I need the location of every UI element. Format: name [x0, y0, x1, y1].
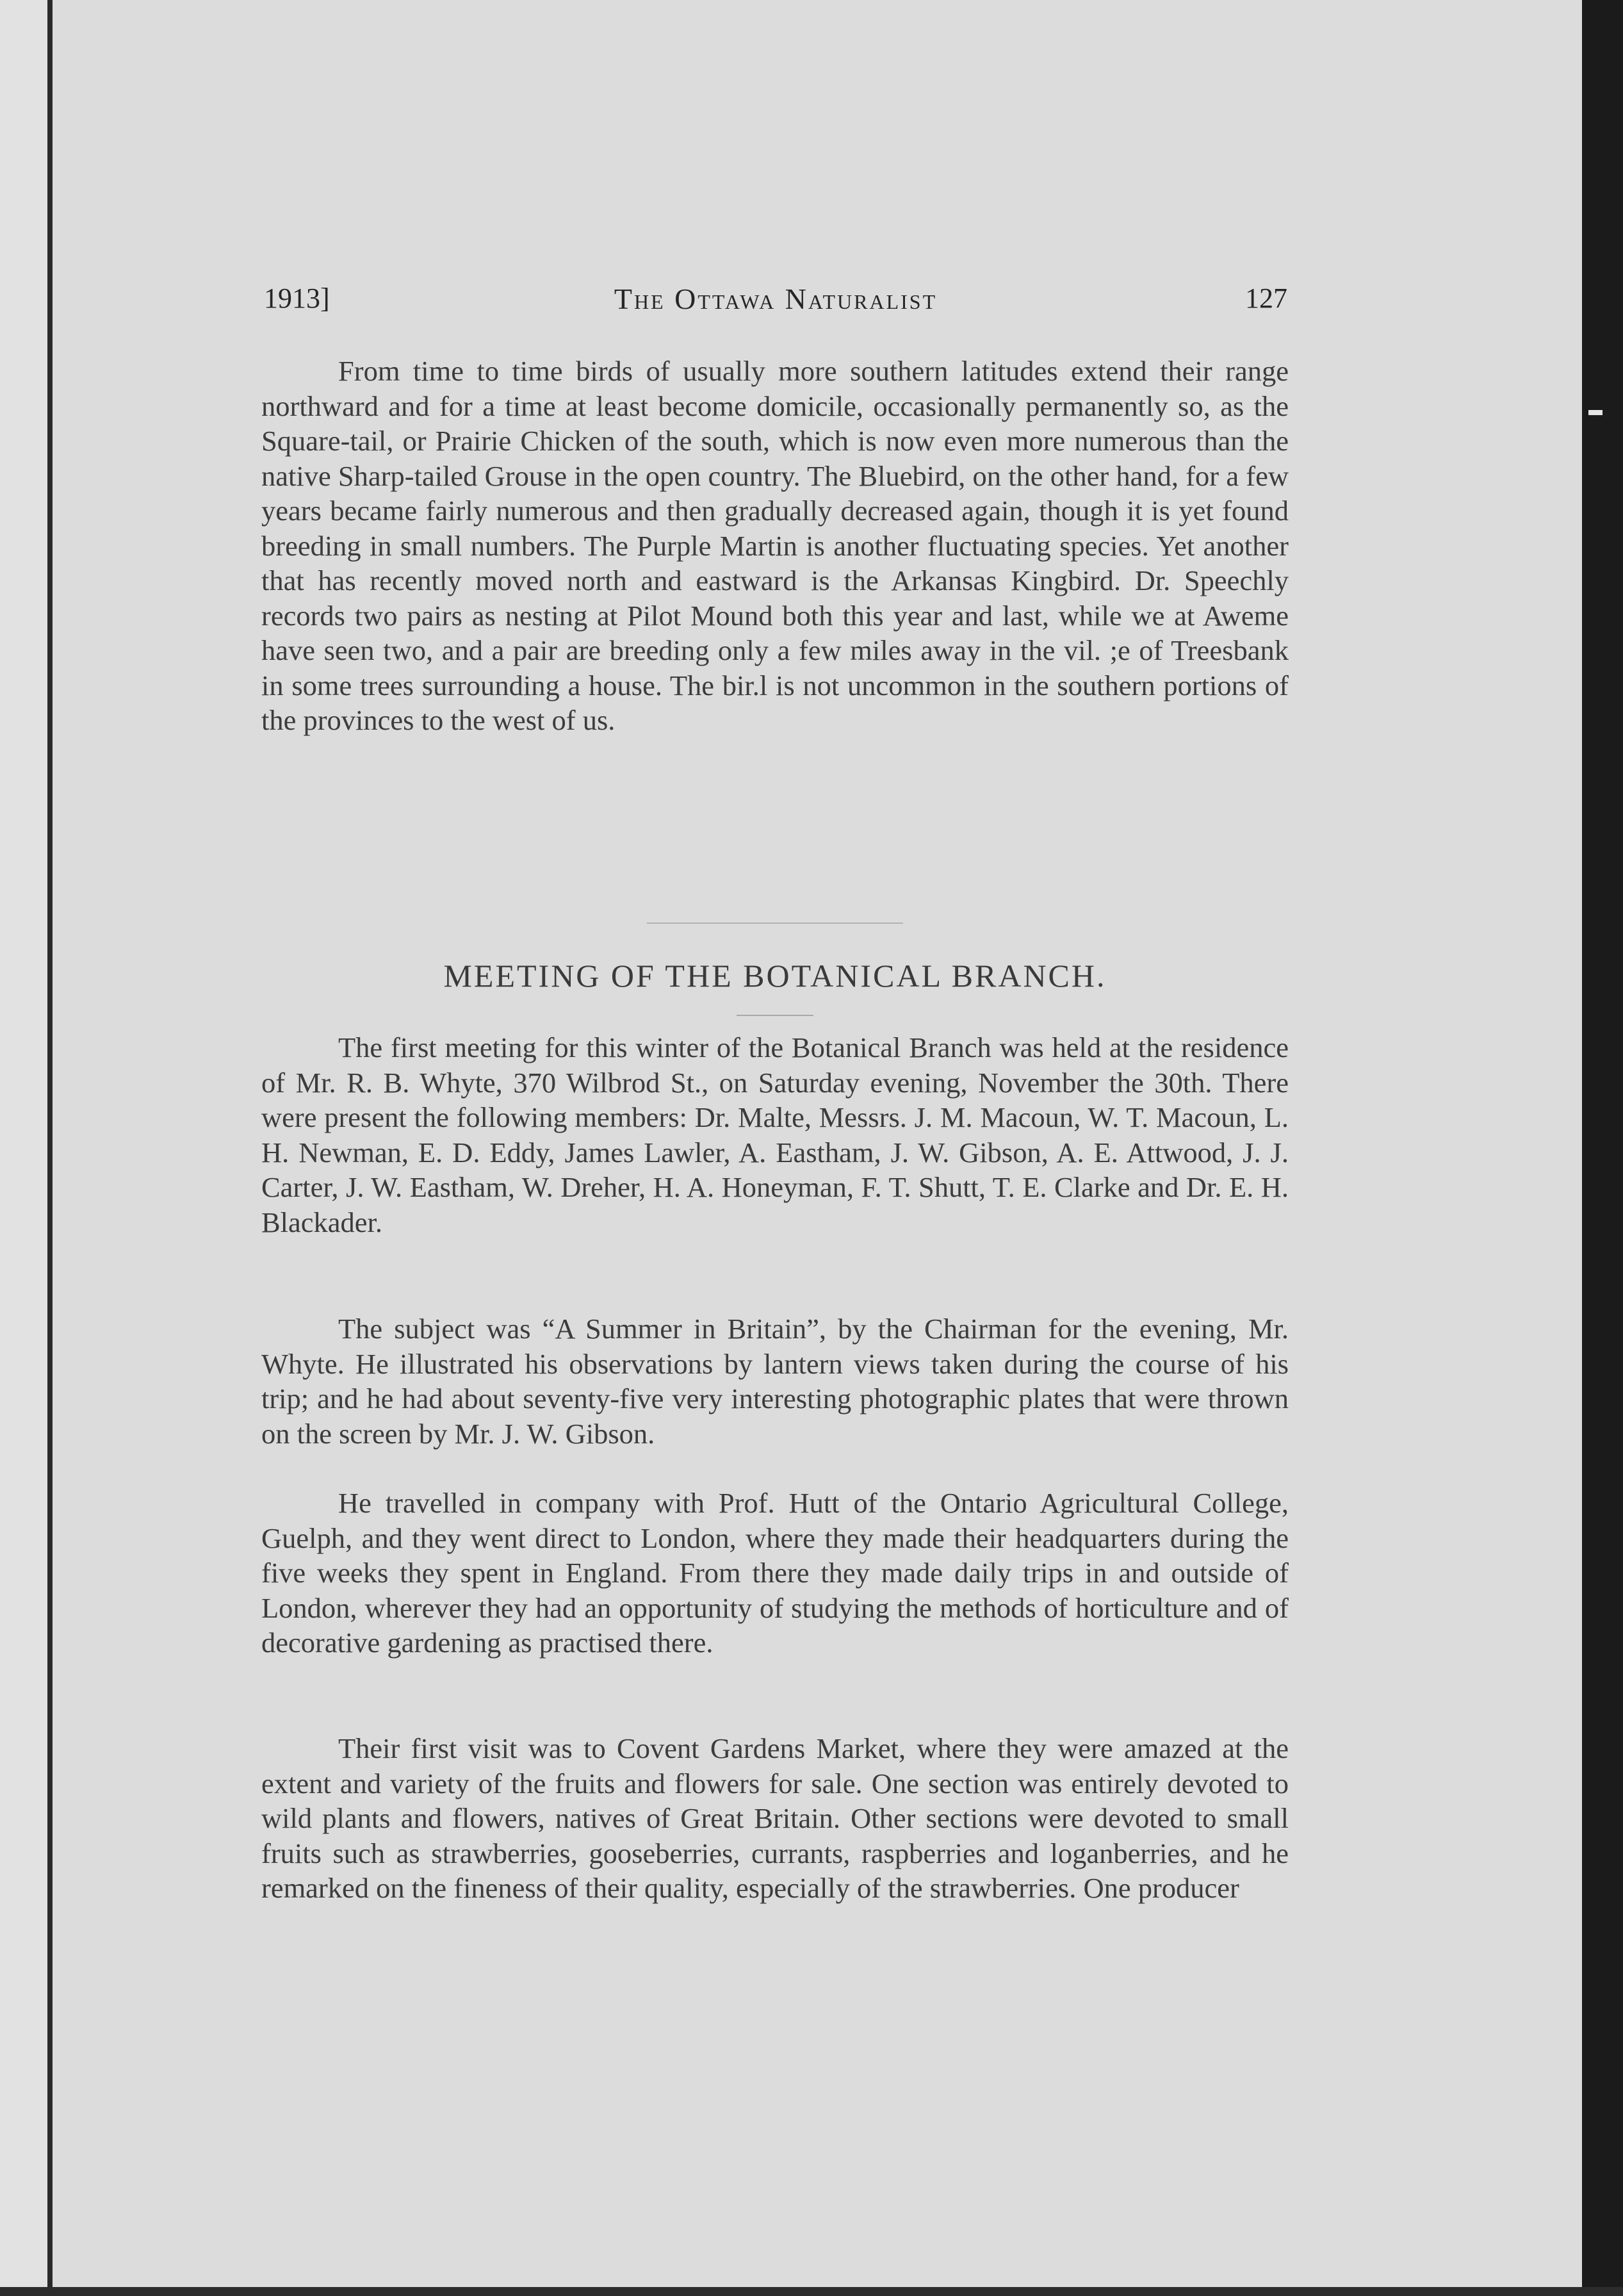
running-header — [264, 282, 1287, 320]
section-title: MEETING OF THE BOTANICAL BRANCH. — [443, 958, 1107, 994]
page-right-edge — [1582, 0, 1623, 2296]
binding-edge — [47, 0, 53, 2296]
journal-title: The Ottawa Naturalist — [614, 283, 938, 315]
title-underline — [737, 1015, 813, 1016]
paragraph-meeting: The first meeting for this winter of the Botanical Branch was held at the residence of Mr. R. B. Whyte, 370 Wilbrod St., on Saturday evening, November the 30th. There were present the following members: Dr. Malte, Messrs. J. M. Macoun, W. T. Macoun, L. H. Newman, E. D. Eddy, James Lawler, A. Eastham, J. W. Gibson, A. E. Attwood, J. J. Carter, J. W. Eastham, W. Dreher, H. A. Honeyman, F. T. Shutt, T. E. Clarke and Dr. E. H. Blackader. — [261, 1031, 1289, 1238]
edge-mark — [1588, 410, 1603, 415]
left-margin — [0, 0, 47, 2296]
paragraph-birds: From time to time birds of usually more southern latitudes extend their range northward and for a time at least become domicile, occasionally permanently so, as the Square-tail, or Prairie Chicken of the south, which is now even more numerous than the native Sharp-tailed Grouse in the open country. The Bluebird, on the other hand, for a few years became fairly numerous and then gradually decreased again, though it is yet found breeding in small numbers. The Purple Martin is another fluctuating species. Yet another that has recently moved north and eastward is the Arkansas Kingbird. Dr. Speechly records two pairs as nesting at Pilot Mound both this year and last, while we at Aweme have seen two, and a pair are breeding only a few miles away in the vil. ;e of Treesbank in some trees surrounding a house. The bir.l is not uncommon in the southern portions of the provinces to the west of us. — [261, 355, 1289, 736]
section-divider — [647, 922, 903, 924]
page-number: 127 — [1245, 283, 1287, 314]
header-year: 1913] — [264, 283, 330, 314]
paragraph-subject: The subject was “A Summer in Britain”, by the Chairman for the evening, Mr. Whyte. He illustrated his observations by lantern views taken during the course of his trip; and he had about seventy-five very interesting photographic plates that were thrown on the screen by Mr. J. W. Gibson. — [261, 1313, 1289, 1450]
page-bottom-edge — [0, 2287, 1623, 2296]
paragraph-travel: He travelled in company with Prof. Hutt of the Ontario Agricultural College, Guelph, and they went direct to London, where they made their headquarters during the five weeks they spent in England. From there they made daily trips in and outside of London, wherever they had an opportunity of studying the methods of horticulture and of decorative gardening as practised there. — [261, 1487, 1289, 1659]
paragraph-covent-garden: Their first visit was to Covent Gardens Market, where they were amazed at the extent and variety of the fruits and flowers for sale. One section was entirely devoted to wild plants and flowers, natives of Great Britain. Other sections were devoted to small fruits such as strawberries, gooseberries, currants, raspberries and loganberries, and he remarked on the fineness of their quality, especially of the strawberries. One producer — [261, 1732, 1289, 1904]
